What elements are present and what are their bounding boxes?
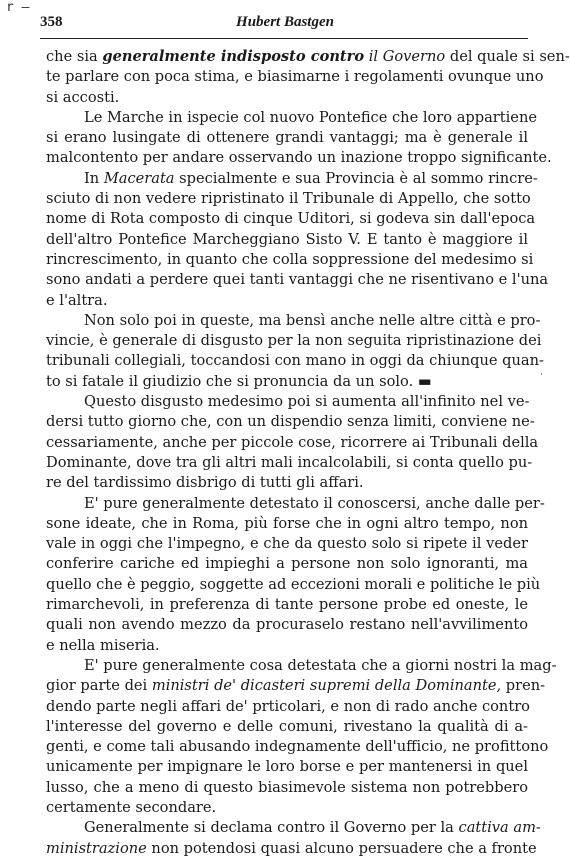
text-segment: vale in oggi che l'impegno, e che da questo solo si ripete il veder [46, 535, 528, 553]
italic-segment: ministrazione [46, 839, 147, 857]
text-segment: tribunali collegiali, toccandosi con mano in oggi da chiunque quan- [46, 352, 544, 370]
text-line [46, 291, 528, 311]
text-line [46, 473, 528, 493]
text-segment: del quale si sen- [445, 48, 570, 65]
text-segment: Non solo poi in queste, ma bensì anche nelle altre città e pro- [84, 311, 541, 329]
text-line [46, 757, 528, 777]
text-segment: si erano lusingate di ottenere grandi vantaggi; ma è generale il [46, 129, 528, 147]
text-line [46, 839, 537, 859]
text-line [46, 88, 528, 108]
text-segment: rimarchevoli, in preferenza di tante persone probe ed oneste, le [46, 596, 528, 614]
text-line [46, 575, 541, 595]
text-segment: Questo disgusto medesimo poi si aumenta all'infinito nel ve- [84, 393, 530, 411]
text-segment: re del tardissimo disbrigo di tutti gli affari. [46, 474, 364, 492]
text-segment: te parlare con poca stima, e biasimarne i regolamenti ovunque uno [46, 68, 544, 86]
body-text [46, 47, 570, 859]
text-segment: specialmente e sua Provincia è al sommo rincre- [174, 169, 538, 187]
text-segment: dell'altro Pontefice Marcheggiano Sisto V. E tanto è maggiore il [46, 230, 528, 248]
text-segment: si accosti. [46, 88, 120, 106]
text-segment: Dominante, dove tra gli altri mali incalcolabili, si conta quello pu- [46, 453, 533, 471]
text-segment: sone ideate, che in Roma, più forse che in ogni altro tempo, non [46, 514, 528, 532]
italic-segment: ministri de' dicasteri supremi della Dominante, [151, 677, 502, 695]
page-header [40, 14, 530, 36]
text-line [46, 615, 528, 635]
text-segment: dersi tutto giorno che, con un dispendio senza limiti, conviene ne- [46, 413, 535, 431]
italic-segment: il Governo [368, 48, 446, 65]
text-line [46, 433, 539, 453]
text-segment: conferire cariche ed impieghi a persone non solo ignoranti, ma [46, 555, 528, 573]
text-line [46, 189, 531, 209]
text-segment: certamente secondare. [46, 798, 217, 816]
text-line [46, 331, 542, 351]
text-line [46, 128, 528, 148]
text-line [46, 209, 536, 229]
text-segment: non potendosi quasi alcuno persuadere che a fronte [146, 839, 537, 857]
text-segment: unicamente per impignare le loro borse e per mantenersi in quel [46, 758, 528, 776]
text-line [46, 656, 557, 676]
text-segment: e l'altra. [46, 291, 108, 309]
text-line [46, 148, 552, 168]
text-line [46, 351, 544, 371]
text-segment: e nella miseria. [46, 636, 160, 654]
text-line [46, 230, 528, 250]
text-line [46, 67, 544, 87]
running-head: Hubert Bastgen [236, 14, 334, 30]
text-line [46, 311, 541, 331]
text-line [46, 595, 528, 615]
header-rule [40, 38, 528, 39]
text-segment: nome di Rota composto di cinque Uditori, si godeva sin dall'epoca [46, 210, 536, 228]
text-line [46, 717, 528, 737]
text-segment: E' pure generalmente detestato il conoscersi, anche dalle per- [84, 494, 545, 512]
text-line [46, 372, 528, 392]
text-line [46, 636, 528, 656]
text-segment: vincie, è generale di disgusto per la non seguita ripristinazione dei [46, 332, 542, 350]
text-line [46, 392, 528, 412]
text-segment: che sia [46, 48, 103, 65]
text-segment: genti, e come tali abusando indegnamente dell'ufficio, ne profittono [46, 738, 549, 756]
text-segment: Le Marche in ispecie col nuovo Pontefice che loro appartiene [84, 108, 537, 126]
text-line [46, 514, 528, 534]
text-line [46, 453, 533, 473]
text-segment: rincrescimento, in quanto che colla soppressione del medesimo si [46, 250, 534, 268]
text-segment: quello che è peggio, soggette ad eccezioni morali e politiche le più [46, 575, 541, 593]
italic-segment: cattiva am- [458, 819, 541, 837]
text-line [46, 697, 528, 717]
text-segment: to si fatale il giudizio che si pronuncia da un solo. ▬ [46, 372, 432, 390]
corner-mark: r — [6, 0, 30, 15]
text-segment: l'interesse del governo e delle comuni, rivestano la qualità di a- [46, 717, 528, 735]
text-segment: quali non avendo mezzo da procuraselo restano nell'avvilimento [46, 616, 528, 634]
text-segment: cessariamente, anche per piccole cose, ricorrere ai Tribunali della [46, 433, 539, 451]
text-line [46, 47, 570, 67]
text-segment: pren- [501, 677, 546, 695]
text-line [46, 737, 549, 757]
text-segment: lusso, che a meno di questo biasimevole sistema non potrebbero [46, 778, 528, 796]
text-line [46, 818, 541, 838]
text-segment: sono andati a perdere quei tanti vantaggi che ne risentivano e l'una [46, 271, 549, 289]
text-line [46, 108, 537, 128]
text-line [46, 270, 549, 290]
text-segment: gior parte dei [46, 677, 152, 695]
margin-mark: · [540, 370, 543, 380]
text-line [46, 778, 528, 798]
text-line [46, 412, 535, 432]
text-segment: dendo parte negli affari de' prticolari, e non di rado anche contro [46, 697, 530, 715]
text-line [46, 554, 528, 574]
italic-segment: generalmente indisposto contro [102, 48, 365, 65]
text-segment: E' pure generalmente cosa detestata che a giorni nostri la mag- [84, 656, 557, 674]
text-segment: Generalmente si declama contro il Governo per la [84, 819, 459, 837]
text-segment: sciuto di non vedere ripristinato il Tribunale di Appello, che sotto [46, 190, 531, 208]
text-line [46, 250, 534, 270]
text-segment: In [84, 169, 104, 187]
text-line [46, 494, 545, 514]
text-line [46, 169, 538, 189]
text-line [46, 534, 528, 554]
italic-segment: Macerata [103, 169, 175, 187]
page-number: 358 [40, 14, 63, 30]
text-line [46, 676, 546, 696]
text-line [46, 798, 528, 818]
text-segment: malcontento per andare osservando un inazione troppo significante. [46, 149, 552, 167]
